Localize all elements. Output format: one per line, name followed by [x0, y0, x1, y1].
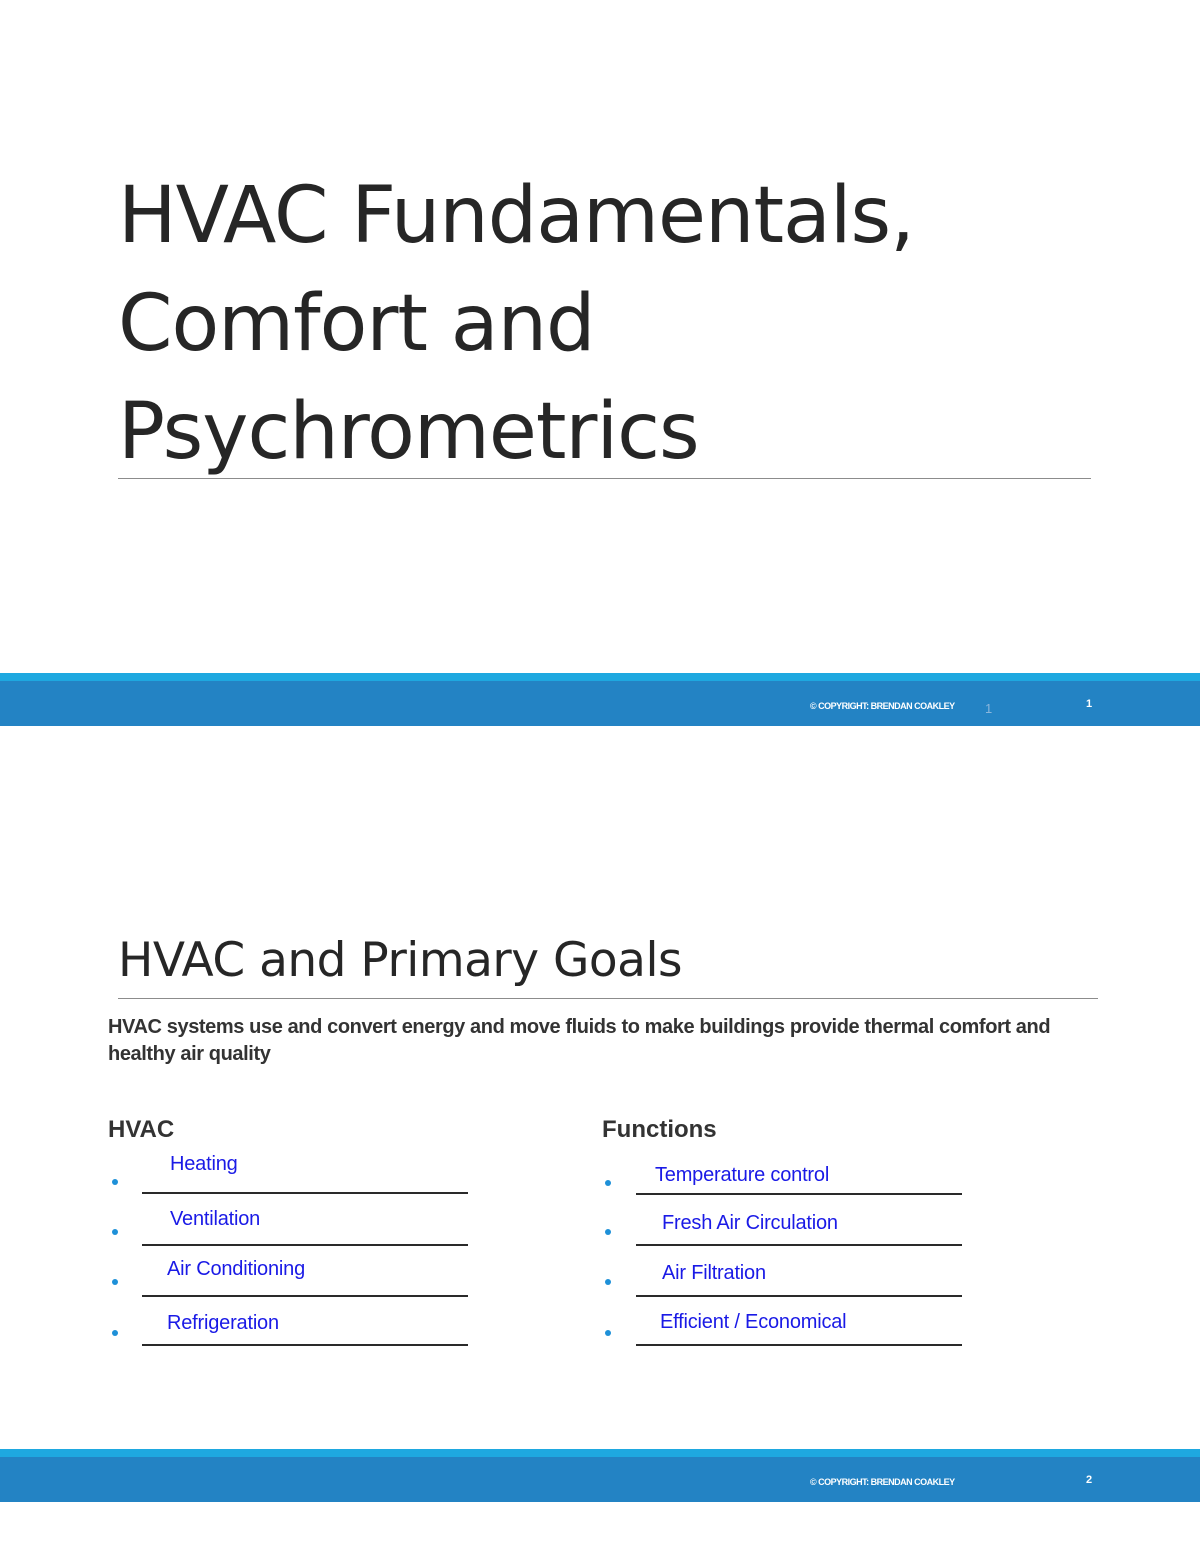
- footer-main-strip: [0, 1457, 1200, 1502]
- bullet-icon: [112, 1330, 118, 1336]
- footer-main-strip: [0, 681, 1200, 726]
- functions-item-underline: [636, 1344, 962, 1346]
- slide-1-copyright: © COPYRIGHT: BRENDAN COAKLEY: [810, 701, 955, 711]
- slide-2-intro-text: HVAC systems use and convert energy and move fluids to make buildings provide thermal comfort and healthy air quality: [108, 1016, 1051, 1065]
- slide-1: [0, 0, 1200, 776]
- slide-1-title-line-2: Comfort and: [118, 279, 595, 369]
- slide-2-page-number: 2: [1086, 1474, 1093, 1486]
- functions-item-fresh-air-circulation: Fresh Air Circulation: [662, 1212, 838, 1234]
- footer-accent-strip: [0, 673, 1200, 681]
- slide-1-page-number: 1: [1086, 698, 1093, 710]
- slide-1-title: [118, 162, 914, 486]
- bullet-icon: [605, 1279, 611, 1285]
- hvac-item-refrigeration: Refrigeration: [167, 1312, 279, 1334]
- slide-1-title-line-3: Psychrometrics: [118, 387, 699, 477]
- hvac-item-underline: [142, 1192, 468, 1194]
- hvac-list-item: [112, 1151, 472, 1201]
- footer-accent-strip: [0, 1449, 1200, 1457]
- slide-1-title-line-1: HVAC Fundamentals,: [118, 171, 914, 261]
- hvac-item-heating: Heating: [170, 1153, 238, 1175]
- slide-1-overlay-number: 1: [985, 701, 993, 716]
- functions-item-temperature-control: Temperature control: [655, 1164, 830, 1186]
- hvac-list-item: [112, 1204, 472, 1254]
- hvac-list-item: [112, 1254, 472, 1304]
- functions-item-underline: [636, 1244, 962, 1246]
- functions-column-heading: Functions: [602, 1116, 717, 1143]
- functions-list-item: [605, 1204, 965, 1254]
- hvac-list-item: [112, 1305, 472, 1355]
- hvac-item-underline: [142, 1344, 468, 1346]
- functions-item-underline: [636, 1295, 962, 1297]
- functions-item-efficient-economical: Efficient / Economical: [660, 1311, 847, 1333]
- functions-item-underline: [636, 1193, 962, 1195]
- functions-list-item: [605, 1254, 965, 1304]
- slide-2-title: HVAC and Primary Goals: [118, 933, 683, 988]
- bullet-icon: [605, 1180, 611, 1186]
- bullet-icon: [605, 1229, 611, 1235]
- slide-2-title-divider: [118, 998, 1098, 999]
- hvac-item-underline: [142, 1244, 468, 1246]
- hvac-item-ventilation: Ventilation: [170, 1208, 261, 1230]
- slide-2: [0, 776, 1200, 1553]
- hvac-item-underline: [142, 1295, 468, 1297]
- hvac-item-air-conditioning: Air Conditioning: [167, 1258, 305, 1280]
- functions-item-air-filtration: Air Filtration: [662, 1262, 766, 1284]
- functions-list-item: [605, 1151, 965, 1201]
- bullet-icon: [112, 1179, 118, 1185]
- slide-1-title-divider: [118, 478, 1091, 479]
- functions-list-item: [605, 1305, 965, 1355]
- bullet-icon: [112, 1279, 118, 1285]
- slide-2-copyright: © COPYRIGHT: BRENDAN COAKLEY: [810, 1477, 955, 1487]
- bullet-icon: [605, 1330, 611, 1336]
- hvac-column-heading: HVAC: [108, 1116, 175, 1143]
- bullet-icon: [112, 1229, 118, 1235]
- slide-2-footer: [0, 1449, 1200, 1502]
- slide-1-footer: [0, 673, 1200, 726]
